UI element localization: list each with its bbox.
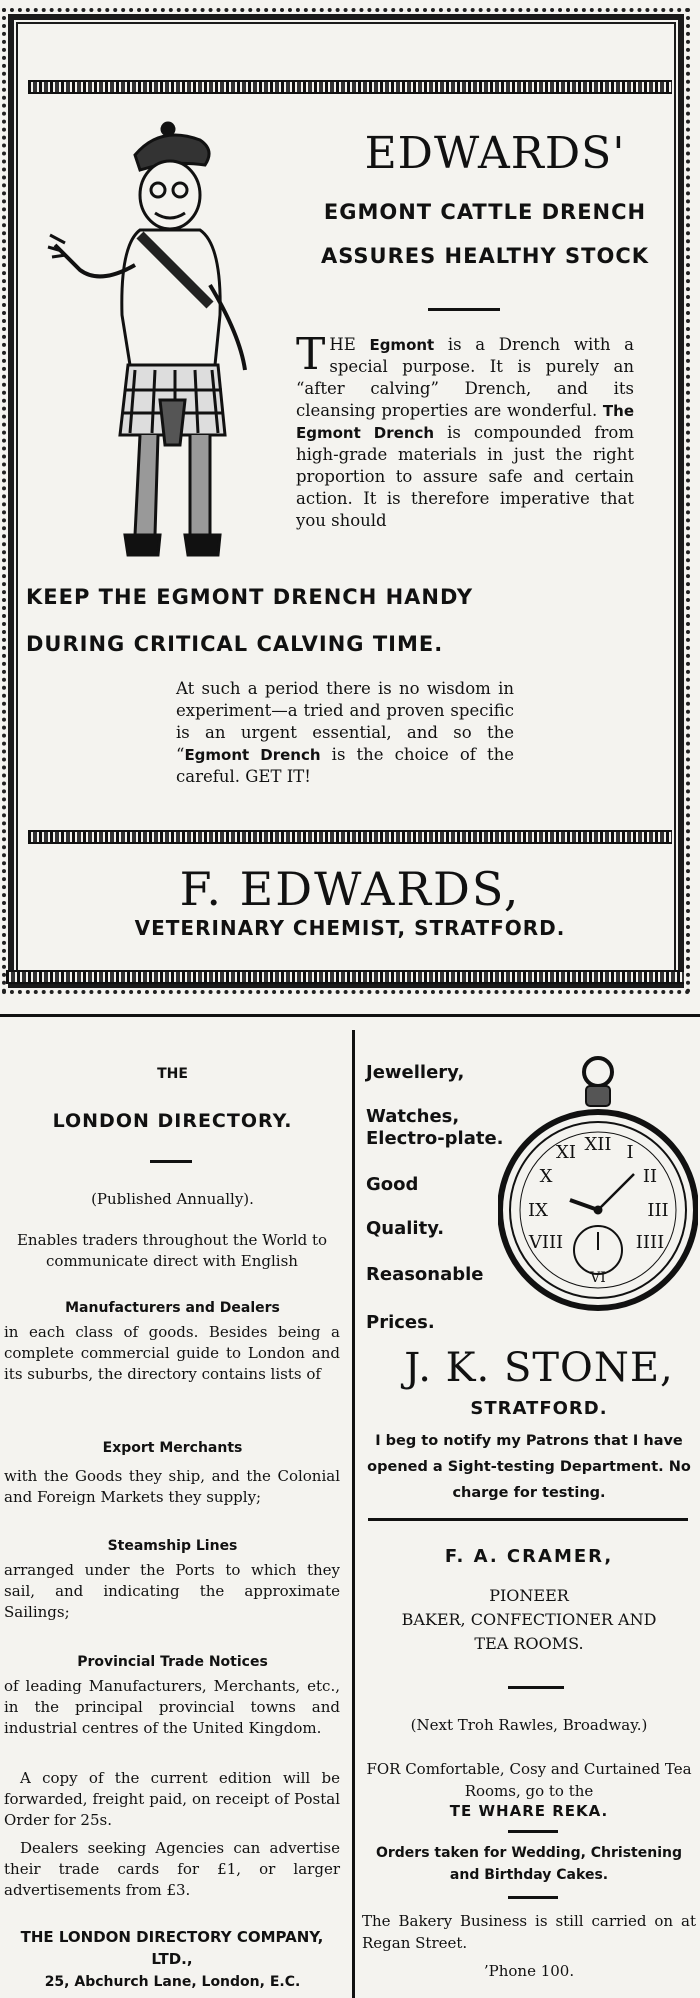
column-divider	[352, 1030, 355, 1998]
svg-text:III: III	[647, 1200, 669, 1221]
cramer-line-1: PIONEER	[489, 1586, 569, 1605]
pocket-watch-icon	[498, 1050, 698, 1340]
ad-subtitle-2: ASSURES HEALTHY STOCK	[320, 244, 650, 268]
feature-reasonable: Reasonable	[366, 1264, 484, 1285]
cramer-rooms-name: TE WHARE REKA.	[449, 1802, 609, 1820]
cramer-line-3: TEA ROOMS.	[474, 1634, 584, 1653]
cramer-rooms: FOR Comfortable, Cosy and Curtained Tea Rooms, go to the	[366, 1760, 692, 1800]
paragraph-dealers: Dealers seeking Agencies can advertise their trade cards for £1, or larger advertisements from £3.	[4, 1839, 340, 1899]
feature-jewellery: Jewellery,	[366, 1062, 465, 1083]
ad-paragraph-1: THE Egmont is a Drench with a special purpose. It is purely an “after calving” Drench, and its cleansing properties are wonderful. The Egmont Drench is compounded from high-grade materials in just the right proportion to assure safe and certain action. It is therefore imperative that you should	[296, 329, 635, 530]
svg-text:II: II	[642, 1166, 658, 1187]
ornamental-rule-top	[28, 80, 672, 94]
ad-subtitle-1: EGMONT CATTLE DRENCH	[323, 200, 647, 224]
heading-steamship: Steamship Lines	[107, 1538, 238, 1554]
short-divider	[428, 308, 500, 311]
cramer-orders: Orders taken for Wedding, Christening and Birthday Cakes.	[375, 1845, 682, 1883]
feature-quality: Quality.	[366, 1218, 445, 1239]
svg-text:VIII: VIII	[528, 1232, 564, 1253]
stone-name: J. K. STONE,	[404, 1345, 674, 1391]
svg-text:IIII: IIII	[635, 1232, 665, 1253]
keep-line-1: KEEP THE EGMONT DRENCH HANDY	[26, 585, 474, 609]
directory-heading: LONDON DIRECTORY.	[52, 1110, 293, 1132]
paragraph-copy: A copy of the current edition will be forwarded, freight paid, on receipt of Postal Order for 25s.	[4, 1769, 340, 1829]
section-divider	[0, 1014, 700, 1017]
paragraph-provincial: of leading Manufacturers, Merchants, etc., in the principal provincial towns and industrial centres of the United Kingdom.	[4, 1677, 340, 1737]
paragraph-export: with the Goods they ship, and the Colonial and Foreign Markets they supply;	[4, 1467, 340, 1506]
right-divider	[368, 1518, 688, 1521]
cramer-name: F. A. CRAMER,	[444, 1546, 614, 1567]
keep-line-2: DURING CRITICAL CALVING TIME.	[26, 632, 444, 656]
ornamental-rule-middle	[28, 830, 672, 844]
cramer-line-2: BAKER, CONFECTIONER AND	[401, 1610, 657, 1629]
directory-intro: Enables traders throughout the World to communicate direct with English	[16, 1231, 327, 1270]
directory-published: (Published Annually).	[91, 1190, 254, 1208]
ornamental-rule-bottom	[6, 970, 684, 984]
stone-town: STRATFORD.	[470, 1398, 608, 1419]
svg-text:X: X	[539, 1166, 553, 1187]
ad-paragraph-2: At such a period there is no wisdom in experiment—a tried and proven specific is an urgent essential, and so the “Egmont Drench is the choice of the careful. GET IT!	[176, 679, 514, 786]
svg-text:VI: VI	[590, 1270, 606, 1286]
feature-prices: Prices.	[366, 1312, 435, 1333]
cramer-phone: ’Phone 100.	[483, 1962, 575, 1980]
directory-address: 25, Abchurch Lane, London, E.C.	[44, 1974, 301, 1990]
svg-text:I: I	[626, 1142, 634, 1163]
right-column-advertisements	[358, 1030, 700, 1998]
directory-divider	[150, 1160, 192, 1163]
stone-notice: I beg to notify my Patrons that I have opened a Sight-testing Department. No charge for testing.	[367, 1433, 691, 1501]
ad-title: EDWARDS'	[364, 128, 626, 179]
heading-manufacturers: Manufacturers and Dealers	[65, 1300, 280, 1316]
cramer-divider-2	[508, 1830, 558, 1833]
drop-cap: T	[296, 329, 326, 380]
heading-provincial: Provincial Trade Notices	[77, 1654, 268, 1670]
cramer-divider	[508, 1686, 564, 1689]
paragraph-steamship: arranged under the Ports to which they sail, and indicating the approximate Sailings;	[4, 1561, 340, 1621]
feature-electroplate: Electro-plate.	[366, 1128, 504, 1149]
cramer-location: (Next Troh Rawles, Broadway.)	[410, 1716, 648, 1734]
heading-export: Export Merchants	[102, 1440, 243, 1456]
feature-watches: Watches,	[366, 1106, 460, 1127]
directory-company: THE LONDON DIRECTORY COMPANY, LTD.,	[20, 1928, 324, 1968]
cramer-bakery: The Bakery Business is still carried on at Regan Street.	[362, 1912, 696, 1952]
london-directory-advertisement	[0, 1030, 345, 1998]
directory-the: THE	[157, 1066, 188, 1082]
svg-text:IX: IX	[528, 1200, 548, 1221]
highlander-figure-illustration	[40, 115, 280, 565]
seller-title: VETERINARY CHEMIST, STRATFORD.	[134, 916, 566, 940]
svg-text:XII: XII	[584, 1134, 612, 1155]
cramer-divider-3	[508, 1896, 558, 1899]
feature-good: Good	[366, 1174, 419, 1195]
seller-name: F. EDWARDS,	[179, 862, 521, 916]
paragraph-manufacturers: in each class of goods. Besides being a complete commercial guide to London and its suburbs, the directory contains lists of	[4, 1323, 340, 1383]
svg-text:XI: XI	[556, 1142, 576, 1163]
